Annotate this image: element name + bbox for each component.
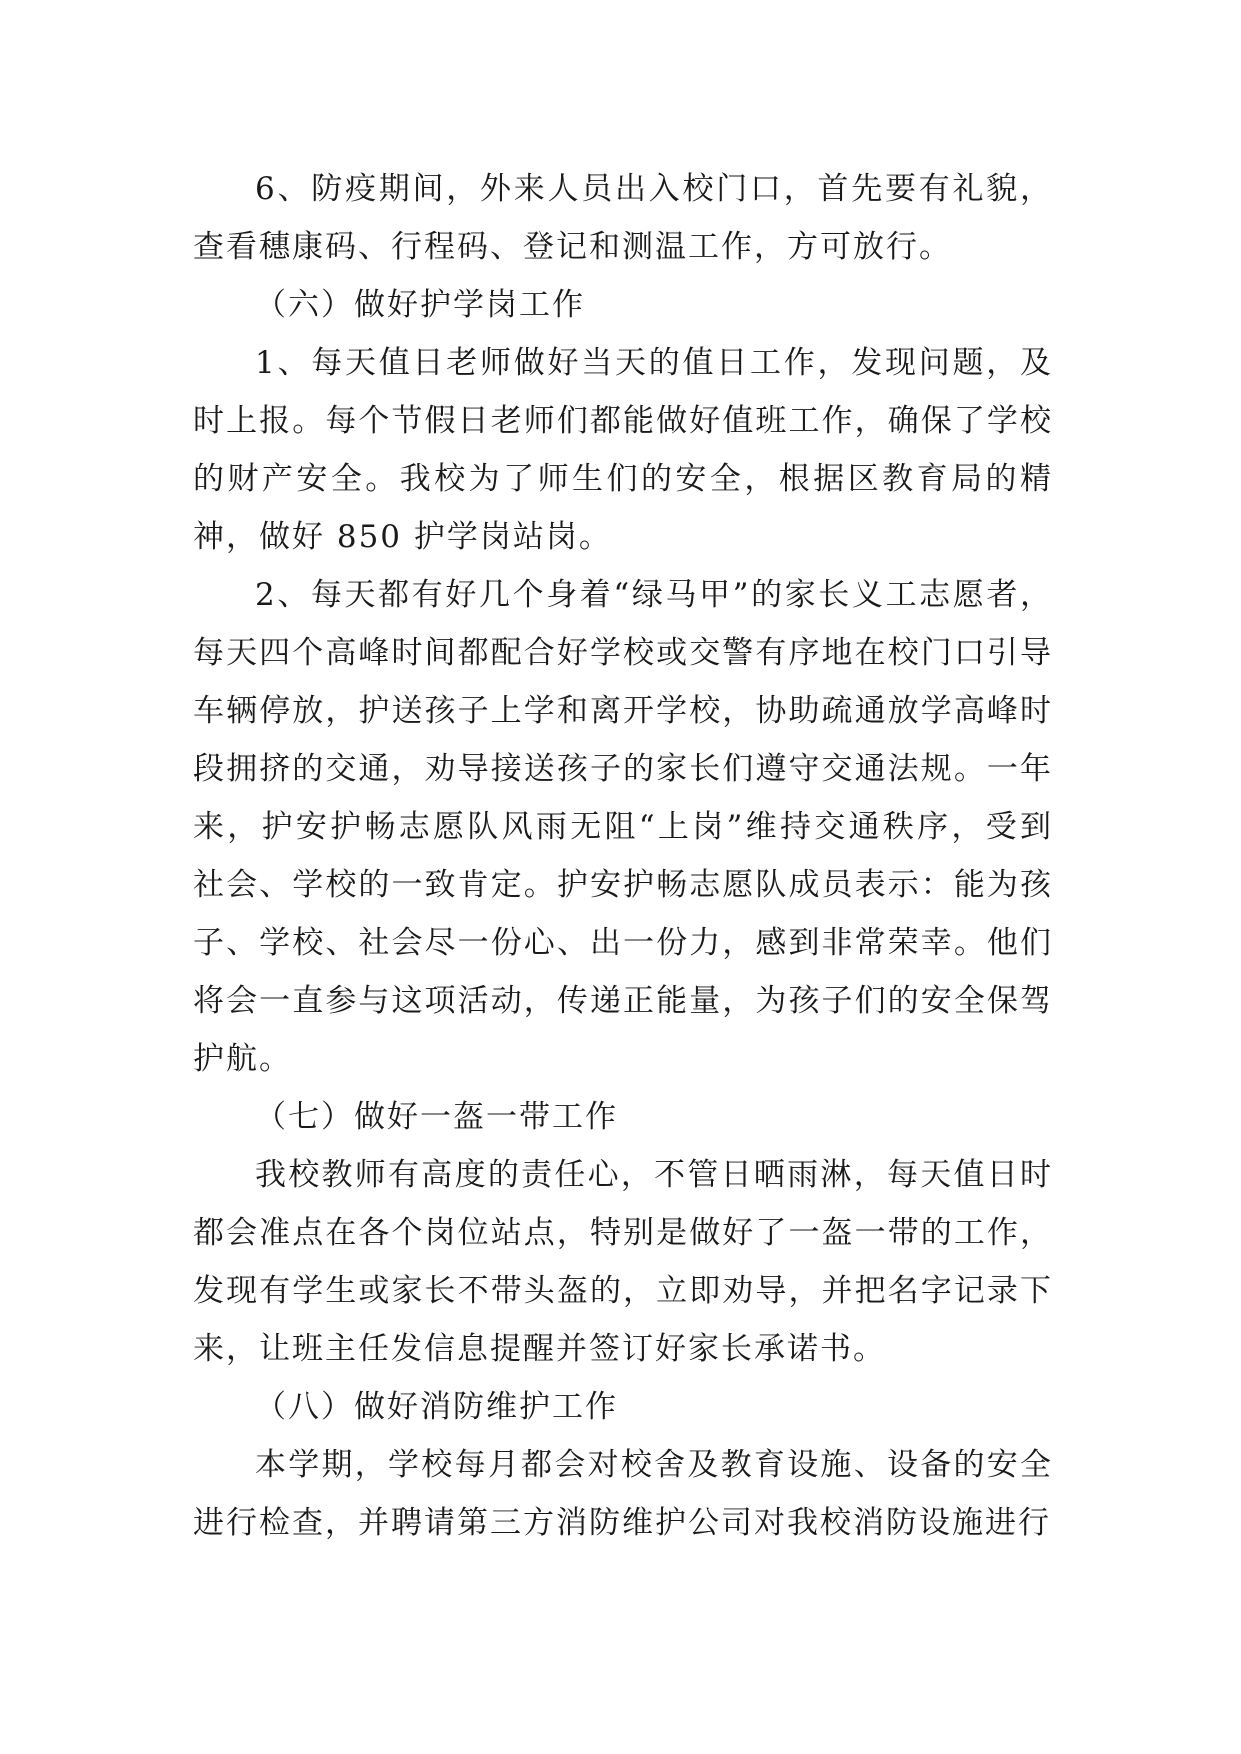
paragraph-epidemic-visitors: 6、防疫期间，外来人员出入校门口，首先要有礼貌，查看穗康码、行程码、登记和测温工作，方可放行。 xyxy=(193,171,1053,265)
paragraph-duty-teachers: 1、每天值日老师做好当天的值日工作，发现问题，及时上报。每个节假日老师们都能做好值班工作，确保了学校的财产安全。我校为了师生们的安全，根据区教育局的精神，做好 850 护学岗站岗。 xyxy=(193,345,1053,555)
paragraph-fire-maintenance: 本学期，学校每月都会对校舍及教育设施、设备的安全进行检查，并聘请第三方消防维护公司对我校消防设施进行 xyxy=(193,1447,1053,1541)
section-heading-six: （六）做好护学岗工作 xyxy=(255,287,585,323)
paragraph-parent-volunteers: 2、每天都有好几个身着“绿马甲”的家长义工志愿者，每天四个高峰时间都配合好学校或交警有序地在校门口引导车辆停放，护送孩子上学和离开学校，协助疏通放学高峰时段拥挤的交通，劝导接送孩子的家长们遵守交通法规。一年来，护安护畅志愿队风雨无阻“上岗”维持交通秩序，受到社会、学校的一致肯定。护安护畅志愿队成员表示：能为孩子、学校、社会尽一份心、出一份力，感到非常荣幸。他们将会一直参与这项活动，传递正能量，为孩子们的安全保驾护航。 xyxy=(193,577,1053,1077)
section-heading-eight: （八）做好消防维护工作 xyxy=(255,1389,618,1425)
document-body xyxy=(193,160,1053,1552)
section-heading-seven: （七）做好一盔一带工作 xyxy=(255,1099,618,1135)
paragraph-helmet-belt: 我校教师有高度的责任心，不管日晒雨淋，每天值日时都会准点在各个岗位站点，特别是做好了一盔一带的工作，发现有学生或家长不带头盔的，立即劝导，并把名字记录下来，让班主任发信息提醒并签订好家长承诺书。 xyxy=(193,1157,1053,1367)
